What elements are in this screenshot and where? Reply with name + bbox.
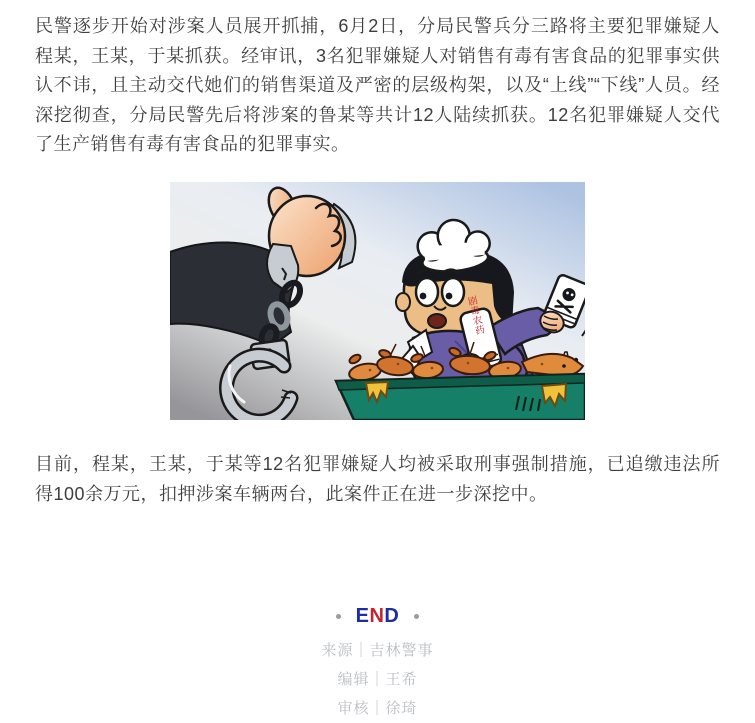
bottle-label-text: 剧毒农药 (464, 294, 486, 337)
credit-reviewer: 审核｜徐琦 (337, 700, 418, 718)
credit-editor: 编辑｜王希 (337, 671, 418, 689)
end-word (356, 605, 400, 627)
end-marker (35, 605, 720, 627)
end-letter-e: E (355, 605, 370, 628)
chef-ear (396, 293, 410, 311)
paragraph-arrests: 民警逐步开始对涉案人员展开抓捕，6月2日，分局民警兵分三路将主要犯罪嫌疑人程某，王某，于某抓获。经审讯，3名犯罪嫌疑人对销售有毒有害食品的犯罪事实供认不讳，且主动交代她们的销售渠道及严密的层级构架，以及“上线”“下线”人员。经深挖彻查，分局民警先后将涉案的鲁某等共计12人陆续抓获。12名犯罪嫌疑人交代了生产销售有毒有害食品的犯罪事实。 (35, 16, 720, 155)
credit-source: 来源｜吉林警事 (321, 642, 434, 660)
end-letter-d: D (384, 605, 400, 628)
cartoon-illustration (170, 182, 585, 420)
end-dot-right (414, 614, 419, 619)
end-letter-n: N (369, 605, 385, 628)
article-illustration[interactable] (170, 182, 585, 420)
credits-block (35, 636, 720, 723)
end-dot-left (336, 614, 341, 619)
chef-mouth (428, 314, 446, 328)
paragraph-measures: 目前，程某，王某，于某等12名犯罪嫌疑人均被采取刑事强制措施，已追缴违法所得100余万元，扣押涉案车辆两台，此案件正在进一步深挖中。 (35, 453, 720, 504)
